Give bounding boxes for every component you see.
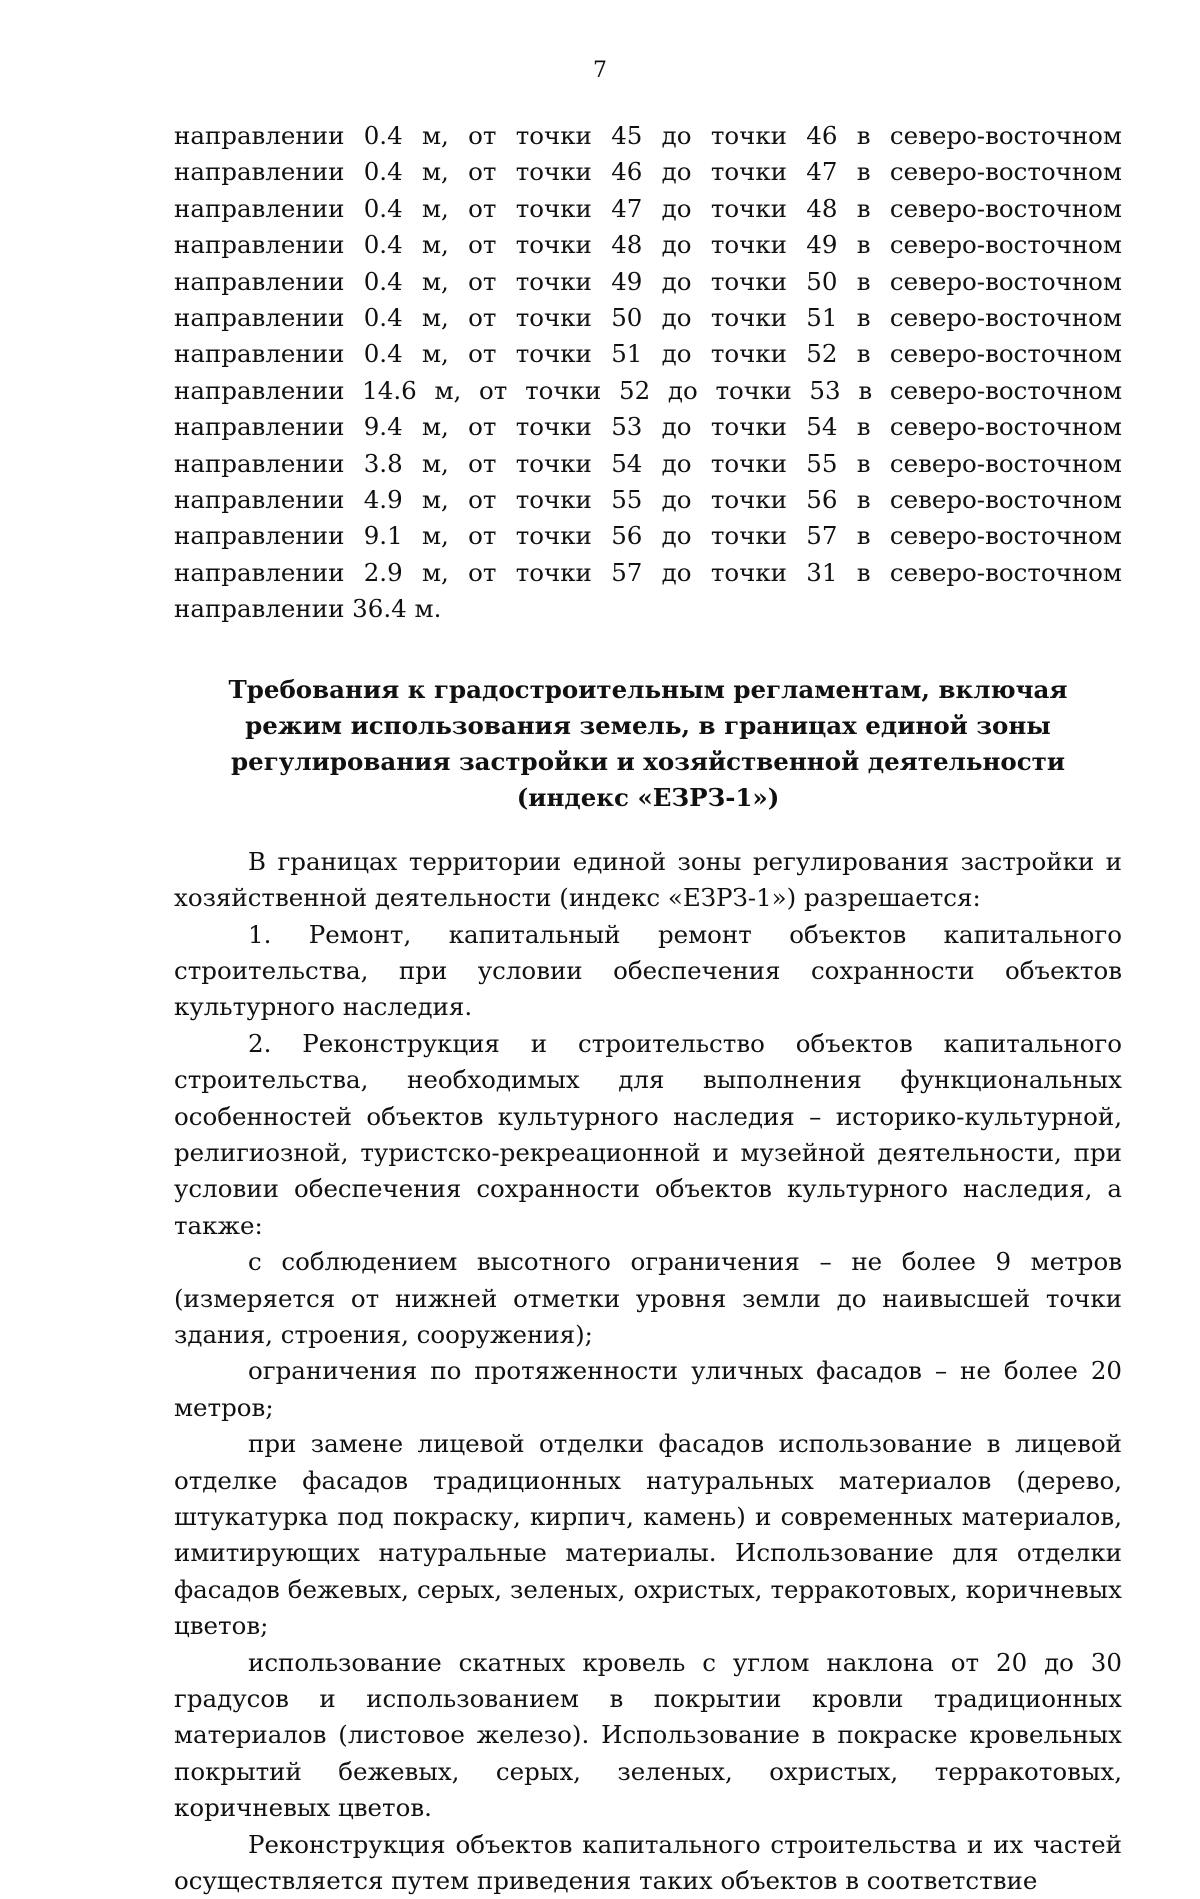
paragraph-roofing: использование скатных кровель с углом наклона от 20 до 30 градусов и использованием в покрытии кровли традиционных материалов (листовое железо). Использование в покраске кровельных покрытий бежевых, серых, зеленых, охристых, терракотовых, коричневых цветов.: [174, 1647, 1122, 1823]
paragraph-height-limit: с соблюдением высотного ограничения – не более 9 метров (измеряется от нижней отметки уровня земли до наивысшей точки здания, строения, сооружения);: [174, 1247, 1122, 1349]
page-number: 7: [593, 58, 607, 83]
paragraph-facade-length: ограничения по протяженности уличных фасадов – не более 20 метров;: [174, 1356, 1122, 1422]
paragraph-item-2: 2. Реконструкция и строительство объектов капитального строительства, необходимых для выполнения функциональных особенностей объектов культурного наследия – историко-культурной, религиозной, туристско-рекреационной и музейной деятельности, при условии обеспечения сохранности объектов культурного наследия, а также:: [174, 1028, 1122, 1240]
paragraph-permission-intro: В границах территории единой зоны регулирования застройки и хозяйственной деятельности (индекс «ЕЗРЗ-1») разрешается:: [174, 846, 1122, 913]
paragraph-reconstruction: Реконструкция объектов капитального строительства и их частей осуществляется путем приведения таких объектов в соответствие: [174, 1829, 1122, 1896]
paragraph-facade-finish: при замене лицевой отделки фасадов использование в лицевой отделке фасадов традиционных натуральных материалов (дерево, штукатурка под покраску, кирпич, камень) и современных материалов, имитирующих натуральные материалы. Использование для отделки фасадов бежевых, серых, зеленых, охристых, терракотовых, коричневых цветов;: [174, 1429, 1122, 1641]
section-heading: Требования к градостроительным регламентам, включая режим использования земель, в границах единой зоны регулирования застройки и хозяйственной деятельности (индекс «ЕЗРЗ-1»): [228, 674, 1068, 812]
page-content: [174, 118, 1122, 1899]
paragraph-item-1: 1. Ремонт, капитальный ремонт объектов капитального строительства, при условии обеспечения сохранности объектов культурного наследия.: [174, 919, 1122, 1022]
intro-paragraph: направлении 0.4 м, от точки 45 до точки 46 в северо-восточном направлении 0.4 м, от точки 46 до точки 47 в северо-восточном направлении 0.4 м, от точки 47 до точки 48 в северо-восточном направлении 0.4 м, от точки 48 до точки 49 в северо-восточном направлении 0.4 м, от точки 49 до точки 50 в северо-восточном направлении 0.4 м, от точки 50 до точки 51 в северо-восточном направлении 0.4 м, от точки 51 до точки 52 в северо-восточном направлении 14.6 м, от точки 52 до точки 53 в северо-восточном направлении 9.4 м, от точки 53 до точки 54 в северо-восточном направлении 3.8 м, от точки 54 до точки 55 в северо-восточном направлении 4.9 м, от точки 55 до точки 56 в северо-восточном направлении 9.1 м, от точки 56 до точки 57 в северо-восточном направлении 2.9 м, от точки 57 до точки 31 в северо-восточном направлении 36.4 м.: [174, 121, 1122, 624]
